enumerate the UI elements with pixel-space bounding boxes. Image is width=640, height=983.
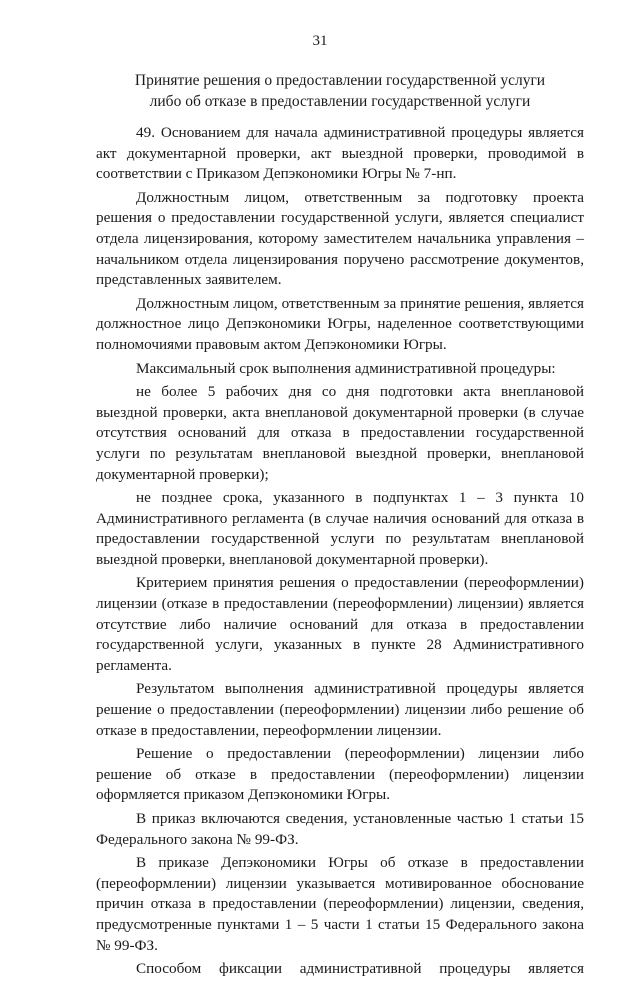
paragraph-term-five-days: не более 5 рабочих дня со дня подготовки акта внеплановой выездной проверки, акта внеплановой документарной проверки (в случае отсутствия оснований для отказа в предоставлении государственной услуги по результатам внеплановой выездной проверки, внеплановой документарной проверки); (96, 383, 584, 483)
document-body (96, 123, 584, 983)
paragraph-responsible-decision: Должностным лицом, ответственным за принятие решения, является должностное лицо Депэкономики Югры, наделенное соответствующими полномочиями правовым актом Депэкономики Югры. (96, 294, 584, 353)
section-heading (96, 70, 584, 112)
heading-line-1: Принятие решения о предоставлении государственной услуги (134, 72, 546, 89)
paragraph-49-basis: 49. Основанием для начала административной процедуры является акт документарной проверки, акт выездной проверки, проводимой в соответствии с Приказом Депэкономики Югры № 7-нп. (96, 124, 584, 183)
paragraph-max-term: Максимальный срок выполнения административной процедуры: (136, 359, 556, 377)
paragraph-responsible-draft: Должностным лицом, ответственным за подготовку проекта решения о предоставлении государственной услуги, является специалист отдела лицензирования, которому заместителем начальника управления – начальником отдела лицензирования поручено рассмотрение документов, представленных заявителем. (96, 188, 584, 289)
paragraph-term-not-later: не позднее срока, указанного в подпунктах 1 – 3 пункта 10 Административного регламента (в случае наличия оснований для отказа в предоставлении государственной услуги по результатам внеплановой выездной проверки, внеплановой документарной проверки). (96, 489, 584, 568)
page-number: 31 (312, 33, 328, 49)
paragraph-order-contents: В приказ включаются сведения, установленные частью 1 статьи 15 Федерального закона № 99-ФЗ. (96, 810, 584, 848)
heading-line-2: либо об отказе в предоставлении государственной услуги (149, 93, 531, 110)
paragraph-decision-order: Решение о предоставлении (переоформлении) лицензии либо решение об отказе в предоставлении (переоформлении) лицензии оформляется приказом Депэкономики Югры. (96, 745, 584, 804)
paragraph-refusal-order: В приказе Депэкономики Югры об отказе в предоставлении (переоформлении) лицензии указывается мотивированное обоснование причин отказа в предоставлении (переоформлении) лицензии, сведения, предусмотренные пунктами 1 – 5 части 1 статьи 15 Федерального закона № 99-ФЗ. (96, 854, 584, 954)
paragraph-result: Результатом выполнения административной процедуры является решение о предоставлении (переоформлении) лицензии либо решение об отказе в предоставлении, переоформлении лицензии. (96, 680, 584, 739)
paragraph-fixation-method: Способом фиксации административной процедуры является (136, 960, 584, 978)
paragraph-criterion: Критерием принятия решения о предоставлении (переоформлении) лицензии (отказе в предоставлении (переоформлении) лицензии) является отсутствие либо наличие оснований для отказа в предоставлении государственной услуги, указанных в пункте 28 Административного регламента. (96, 574, 584, 674)
